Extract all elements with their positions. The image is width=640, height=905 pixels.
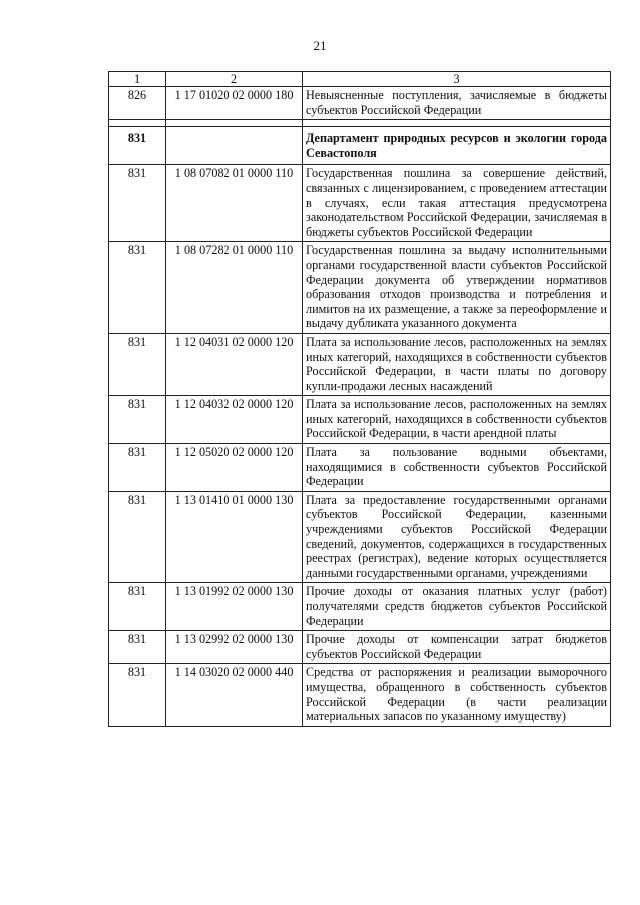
revenue-code-cell: 1 12 04031 02 0000 120 [166, 333, 303, 395]
revenue-name-cell: Государственная пошлина за выдачу исполнительными органами государственной власти субъектов Российской Федерации документа об утверждении нормативов образования отходов производства и потребления и лимитов на их размещение, а также за переоформление и выдачу дубликата указанного документа [303, 242, 611, 334]
page-number: 21 [313, 38, 327, 53]
admin-code-cell: 831 [109, 242, 166, 334]
revenue-code-cell: 1 13 01992 02 0000 130 [166, 583, 303, 631]
column-header-code: 2 [166, 72, 303, 87]
department-row [109, 127, 611, 165]
table-row [109, 631, 611, 664]
revenue-code-cell [166, 127, 303, 165]
admin-code-cell: 831 [109, 631, 166, 664]
revenue-code-cell: 1 08 07282 01 0000 110 [166, 242, 303, 334]
revenue-name-cell: Средства от распоряжения и реализации выморочного имущества, обращенного в собственность субъектов Российской Федерации (в части реализации материальных запасов по указанному имуществу) [303, 664, 611, 726]
table-row [109, 491, 611, 583]
column-header-name: 3 [303, 72, 611, 87]
revenue-name-cell: Плата за предоставление государственными органами субъектов Российской Федерации, казенными учреждениями субъектов Российской Федерации сведений, документов, содержащихся в государственных реестрах (регистрах), ведение которых осуществляется данными государственными органами, учреждениями [303, 491, 611, 583]
admin-code-cell: 831 [109, 664, 166, 726]
admin-code-cell: 831 [109, 444, 166, 492]
revenue-name-cell: Государственная пошлина за совершение действий, связанных с лицензированием, с проведением аттестации в случаях, если такая аттестация предусмотрена законодательством Российской Федерации, зачисляемая в бюджеты субъектов Российской Федерации [303, 165, 611, 242]
admin-code-cell: 831 [109, 165, 166, 242]
admin-code-cell: 831 [109, 583, 166, 631]
revenue-code-cell: 1 13 02992 02 0000 130 [166, 631, 303, 664]
table-row [109, 242, 611, 334]
revenue-name-cell: Невыясненные поступления, зачисляемые в бюджеты субъектов Российской Федерации [303, 87, 611, 120]
admin-code-cell: 831 [109, 491, 166, 583]
admin-code-cell: 826 [109, 87, 166, 120]
admin-code-cell: 831 [109, 333, 166, 395]
revenue-code-cell: 1 14 03020 02 0000 440 [166, 664, 303, 726]
table-row [109, 444, 611, 492]
revenue-code-cell: 1 08 07082 01 0000 110 [166, 165, 303, 242]
table-row [109, 583, 611, 631]
header-row [109, 72, 611, 87]
revenue-code-cell: 1 17 01020 02 0000 180 [166, 87, 303, 120]
admin-code-cell: 831 [109, 396, 166, 444]
revenue-name-cell: Плата за пользование водными объектами, находящимися в собственности субъектов Российской Федерации [303, 444, 611, 492]
table-row [109, 333, 611, 395]
table-row [109, 87, 611, 120]
table-row [109, 165, 611, 242]
department-name-cell: Департамент природных ресурсов и экологии города Севастополя [303, 127, 611, 165]
admin-code-cell: 831 [109, 127, 166, 165]
revenue-name-cell: Прочие доходы от компенсации затрат бюджетов субъектов Российской Федерации [303, 631, 611, 664]
revenue-codes-table [108, 71, 611, 727]
revenue-code-cell: 1 12 05020 02 0000 120 [166, 444, 303, 492]
revenue-name-cell: Плата за использование лесов, расположенных на землях иных категорий, находящихся в собственности субъектов Российской Федерации, в части платы по договору купли-продажи лесных насаждений [303, 333, 611, 395]
column-header-admin: 1 [109, 72, 166, 87]
table-row [109, 664, 611, 726]
revenue-code-cell: 1 13 01410 01 0000 130 [166, 491, 303, 583]
revenue-code-cell: 1 12 04032 02 0000 120 [166, 396, 303, 444]
revenue-name-cell: Прочие доходы от оказания платных услуг (работ) получателями средств бюджетов субъектов Российской Федерации [303, 583, 611, 631]
spacer-row [109, 120, 611, 127]
table-row [109, 396, 611, 444]
revenue-name-cell: Плата за использование лесов, расположенных на землях иных категорий, находящихся в собственности субъектов Российской Федерации, в части арендной платы [303, 396, 611, 444]
